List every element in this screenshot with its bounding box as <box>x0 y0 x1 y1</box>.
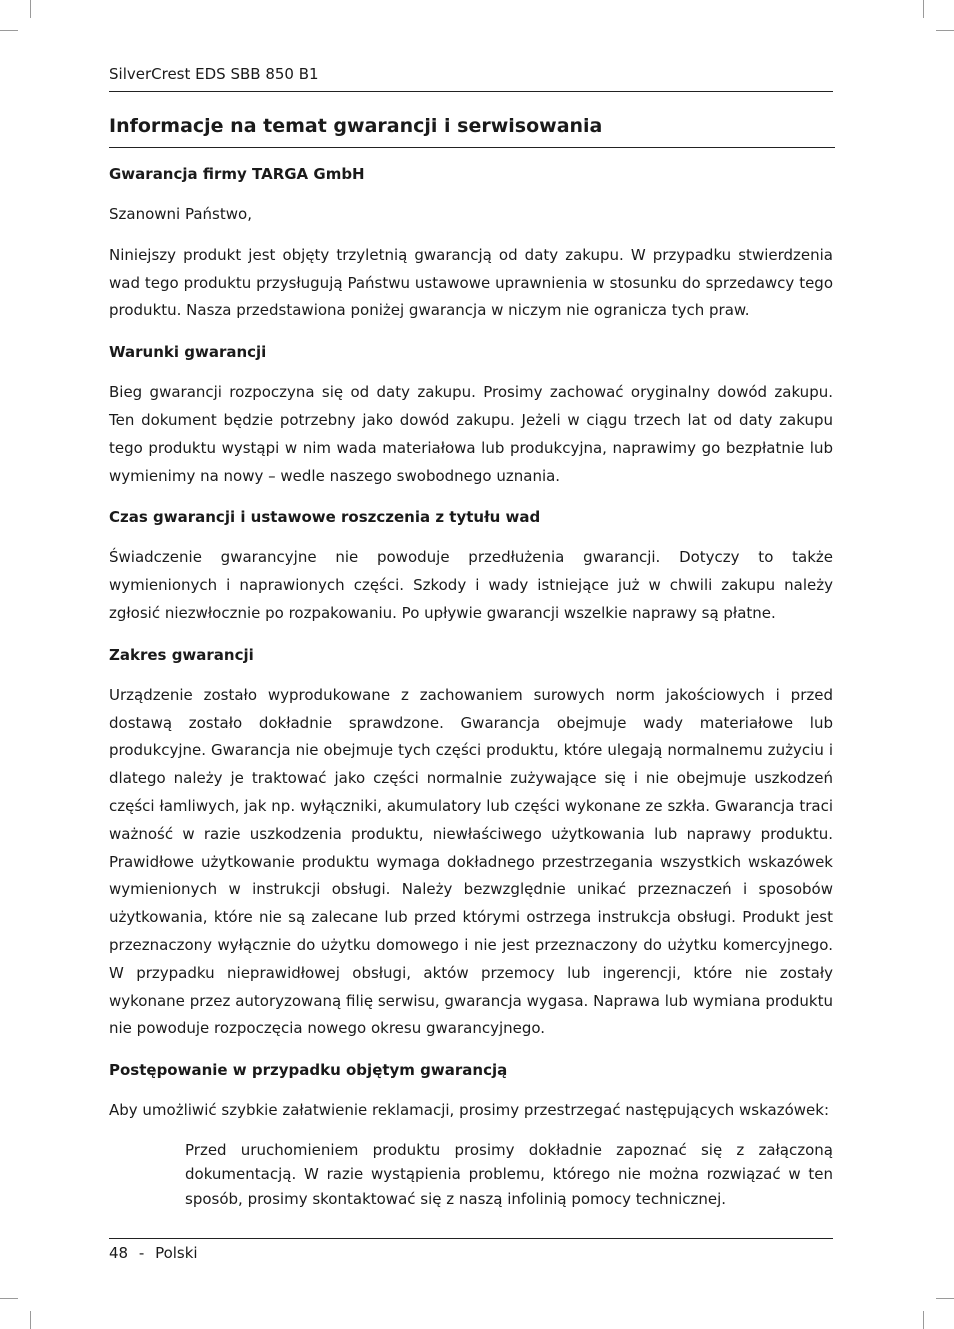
body-paragraph: Urządzenie zostało wyprodukowane z zachowaniem surowych norm jakościowych i przed dostawą zostało dokładnie sprawdzone. Gwarancja obejmuje wady materiałowe lub produkcyjne. Gwarancja nie obejmuje tych części produktu, które ulegają normalnemu zużyciu i dlatego należy je traktować jako części normalnie zużywające się i nie obejmuje uszkodzeń części łamliwych, jak np. wyłączniki, akumulatory lub części wykonane ze szkła. Gwarancja traci ważność w razie uszkodzenia produktu, niewłaściwego użytkowania lub naprawy produktu. Prawidłowe użytkowanie produktu wymaga dokładnego przestrzegania wszystkich wskazówek wymienionych w instrukcji obsługi. Należy bezwzględnie unikać przeznaczeń i sposobów użytkowania, które nie są zalecane lub przed którymi ostrzega instrukcja obsługi. Produkt jest przeznaczony wyłącznie do użytku domowego i nie jest przeznaczony do użytku komercyjnego. W przypadku nieprawidłowej obsługi, aktów przemocy lub ingerencji, które nie zostały wykonane przez autoryzowaną filię serwisu, gwarancja wygasa. Naprawa lub wymiana produktu nie powoduje rozpoczęcia nowego okresu gwarancyjnego. <box>109 685 833 1038</box>
crop-mark <box>0 30 18 31</box>
footer-language: Polski <box>155 1244 198 1262</box>
page-footer <box>109 1243 198 1263</box>
crop-mark <box>30 0 31 18</box>
header-divider <box>109 91 833 92</box>
crop-mark <box>923 1311 924 1329</box>
section-heading: Zakres gwarancji <box>109 645 254 664</box>
section-heading: Czas gwarancji i ustawowe roszczenia z tytułu wad <box>109 508 541 527</box>
section-heading: Warunki gwarancji <box>109 343 267 362</box>
footer-divider <box>109 1238 833 1239</box>
page-title: Informacje na temat gwarancji i serwisowania <box>109 115 603 137</box>
title-divider <box>109 147 835 148</box>
crop-mark <box>0 1298 18 1299</box>
crop-mark <box>923 0 924 18</box>
body-paragraph: Niniejszy produkt jest objęty trzyletnią gwarancją od daty zakupu. W przypadku stwierdzenia wad tego produktu przysługują Państwu ustawowe uprawnienia w stosunku do sprzedawcy tego produktu. Nasza przedstawiona poniżej gwarancja w niczym nie ogranicza tych praw. <box>109 245 833 320</box>
indented-paragraph: Przed uruchomieniem produktu prosimy dokładnie zapoznać się z załączoną dokumentacją. W razie wystąpienia problemu, którego nie można rozwiązać w ten sposób, prosimy skontaktować się z naszą infolinią pomocy technicznej. <box>185 1140 833 1208</box>
footer-separator: - <box>138 1244 145 1262</box>
greeting-paragraph: Szanowni Państwo, <box>109 205 252 223</box>
document-body <box>109 160 833 1211</box>
crop-mark <box>936 30 954 31</box>
running-header: SilverCrest EDS SBB 850 B1 <box>109 65 319 83</box>
section-heading: Postępowanie w przypadku objętym gwarancją <box>109 1061 508 1080</box>
section-heading: Gwarancja firmy TARGA GmbH <box>109 165 365 183</box>
body-paragraph: Aby umożliwić szybkie załatwienie reklamacji, prosimy przestrzegać następujących wskazówek: <box>109 1101 829 1120</box>
body-paragraph: Świadczenie gwarancyjne nie powoduje przedłużenia gwarancji. Dotyczy to także wymienionych i naprawionych części. Szkody i wady istniejące już w chwili zakupu należy zgłosić niezwłocznie po rozpakowaniu. Po upływie gwarancji wszelkie naprawy są płatne. <box>109 548 833 622</box>
crop-mark <box>30 1311 31 1329</box>
body-paragraph: Bieg gwarancji rozpoczyna się od daty zakupu. Prosimy zachować oryginalny dowód zakupu. Ten dokument będzie potrzebny jako dowód zakupu. Jeżeli w ciągu trzech lat od daty zakupu tego produktu wystąpi w nim wada materiałowa lub produkcyjna, naprawimy go bezpłatnie lub wymienimy na nowy – wedle naszego swobodnego uznania. <box>109 383 833 485</box>
crop-mark <box>936 1298 954 1299</box>
page-number: 48 <box>109 1244 129 1262</box>
